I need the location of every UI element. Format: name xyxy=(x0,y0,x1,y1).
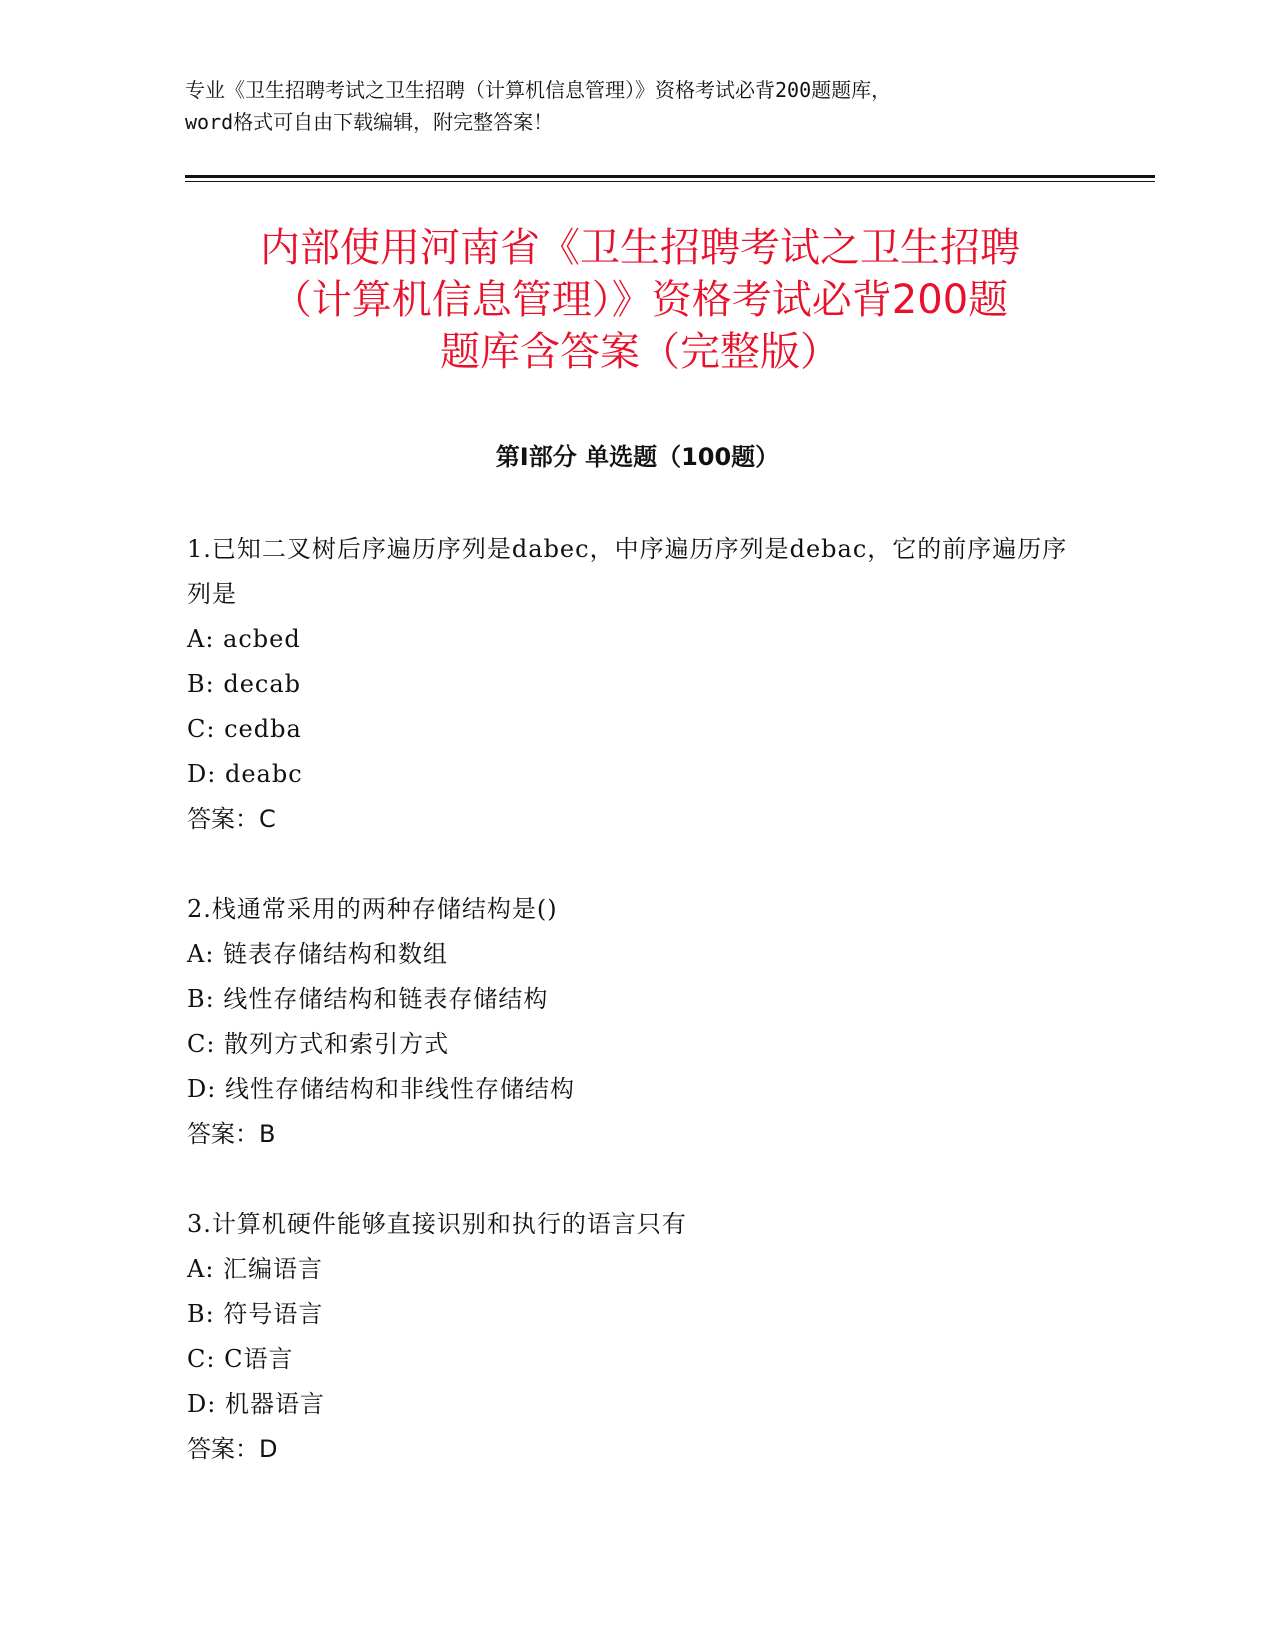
title-line-1: 内部使用河南省《卫生招聘考试之卫生招聘 xyxy=(260,225,1020,271)
question-stem: 2.栈通常采用的两种存储结构是() xyxy=(187,895,558,923)
document-title xyxy=(180,222,1100,378)
section-title: 第Ⅰ部分 单选题（100题） xyxy=(495,443,780,471)
answer: 答案：C xyxy=(187,805,276,833)
question-item xyxy=(187,527,1087,842)
question-stem: 1.已知二叉树后序遍历序列是dabec，中序遍历序列是debac，它的前序遍历序列是 xyxy=(187,535,1068,608)
option-a: A: 链表存储结构和数组 xyxy=(187,940,449,968)
answer: 答案：B xyxy=(187,1120,276,1148)
question-item xyxy=(187,887,1087,1157)
option-c: C: cedba xyxy=(187,715,302,743)
header-rule-thick xyxy=(185,175,1155,178)
option-a: A: acbed xyxy=(187,625,301,653)
option-c: C: 散列方式和索引方式 xyxy=(187,1030,450,1058)
header-note xyxy=(185,74,1085,138)
option-d: D: 线性存储结构和非线性存储结构 xyxy=(187,1075,575,1103)
question-stem: 3.计算机硬件能够直接识别和执行的语言只有 xyxy=(187,1210,687,1238)
header-note-line-2: word格式可自由下载编辑，附完整答案！ xyxy=(185,110,554,134)
answer: 答案：D xyxy=(187,1435,278,1463)
option-b: B: 线性存储结构和链表存储结构 xyxy=(187,985,549,1013)
header-note-line-1: 专业《卫生招聘考试之卫生招聘（计算机信息管理）》资格考试必背200题题库， xyxy=(185,78,892,102)
title-line-3: 题库含答案（完整版） xyxy=(440,329,840,375)
option-d: D: 机器语言 xyxy=(187,1390,325,1418)
header-rule-thin xyxy=(185,181,1155,182)
title-line-2: （计算机信息管理）》资格考试必背200题 xyxy=(271,277,1009,323)
option-b: B: decab xyxy=(187,670,302,698)
option-c: C: C语言 xyxy=(187,1345,294,1373)
question-list xyxy=(187,527,1087,1517)
option-d: D: deabc xyxy=(187,760,303,788)
option-b: B: 符号语言 xyxy=(187,1300,324,1328)
question-item xyxy=(187,1202,1087,1472)
option-a: A: 汇编语言 xyxy=(187,1255,324,1283)
